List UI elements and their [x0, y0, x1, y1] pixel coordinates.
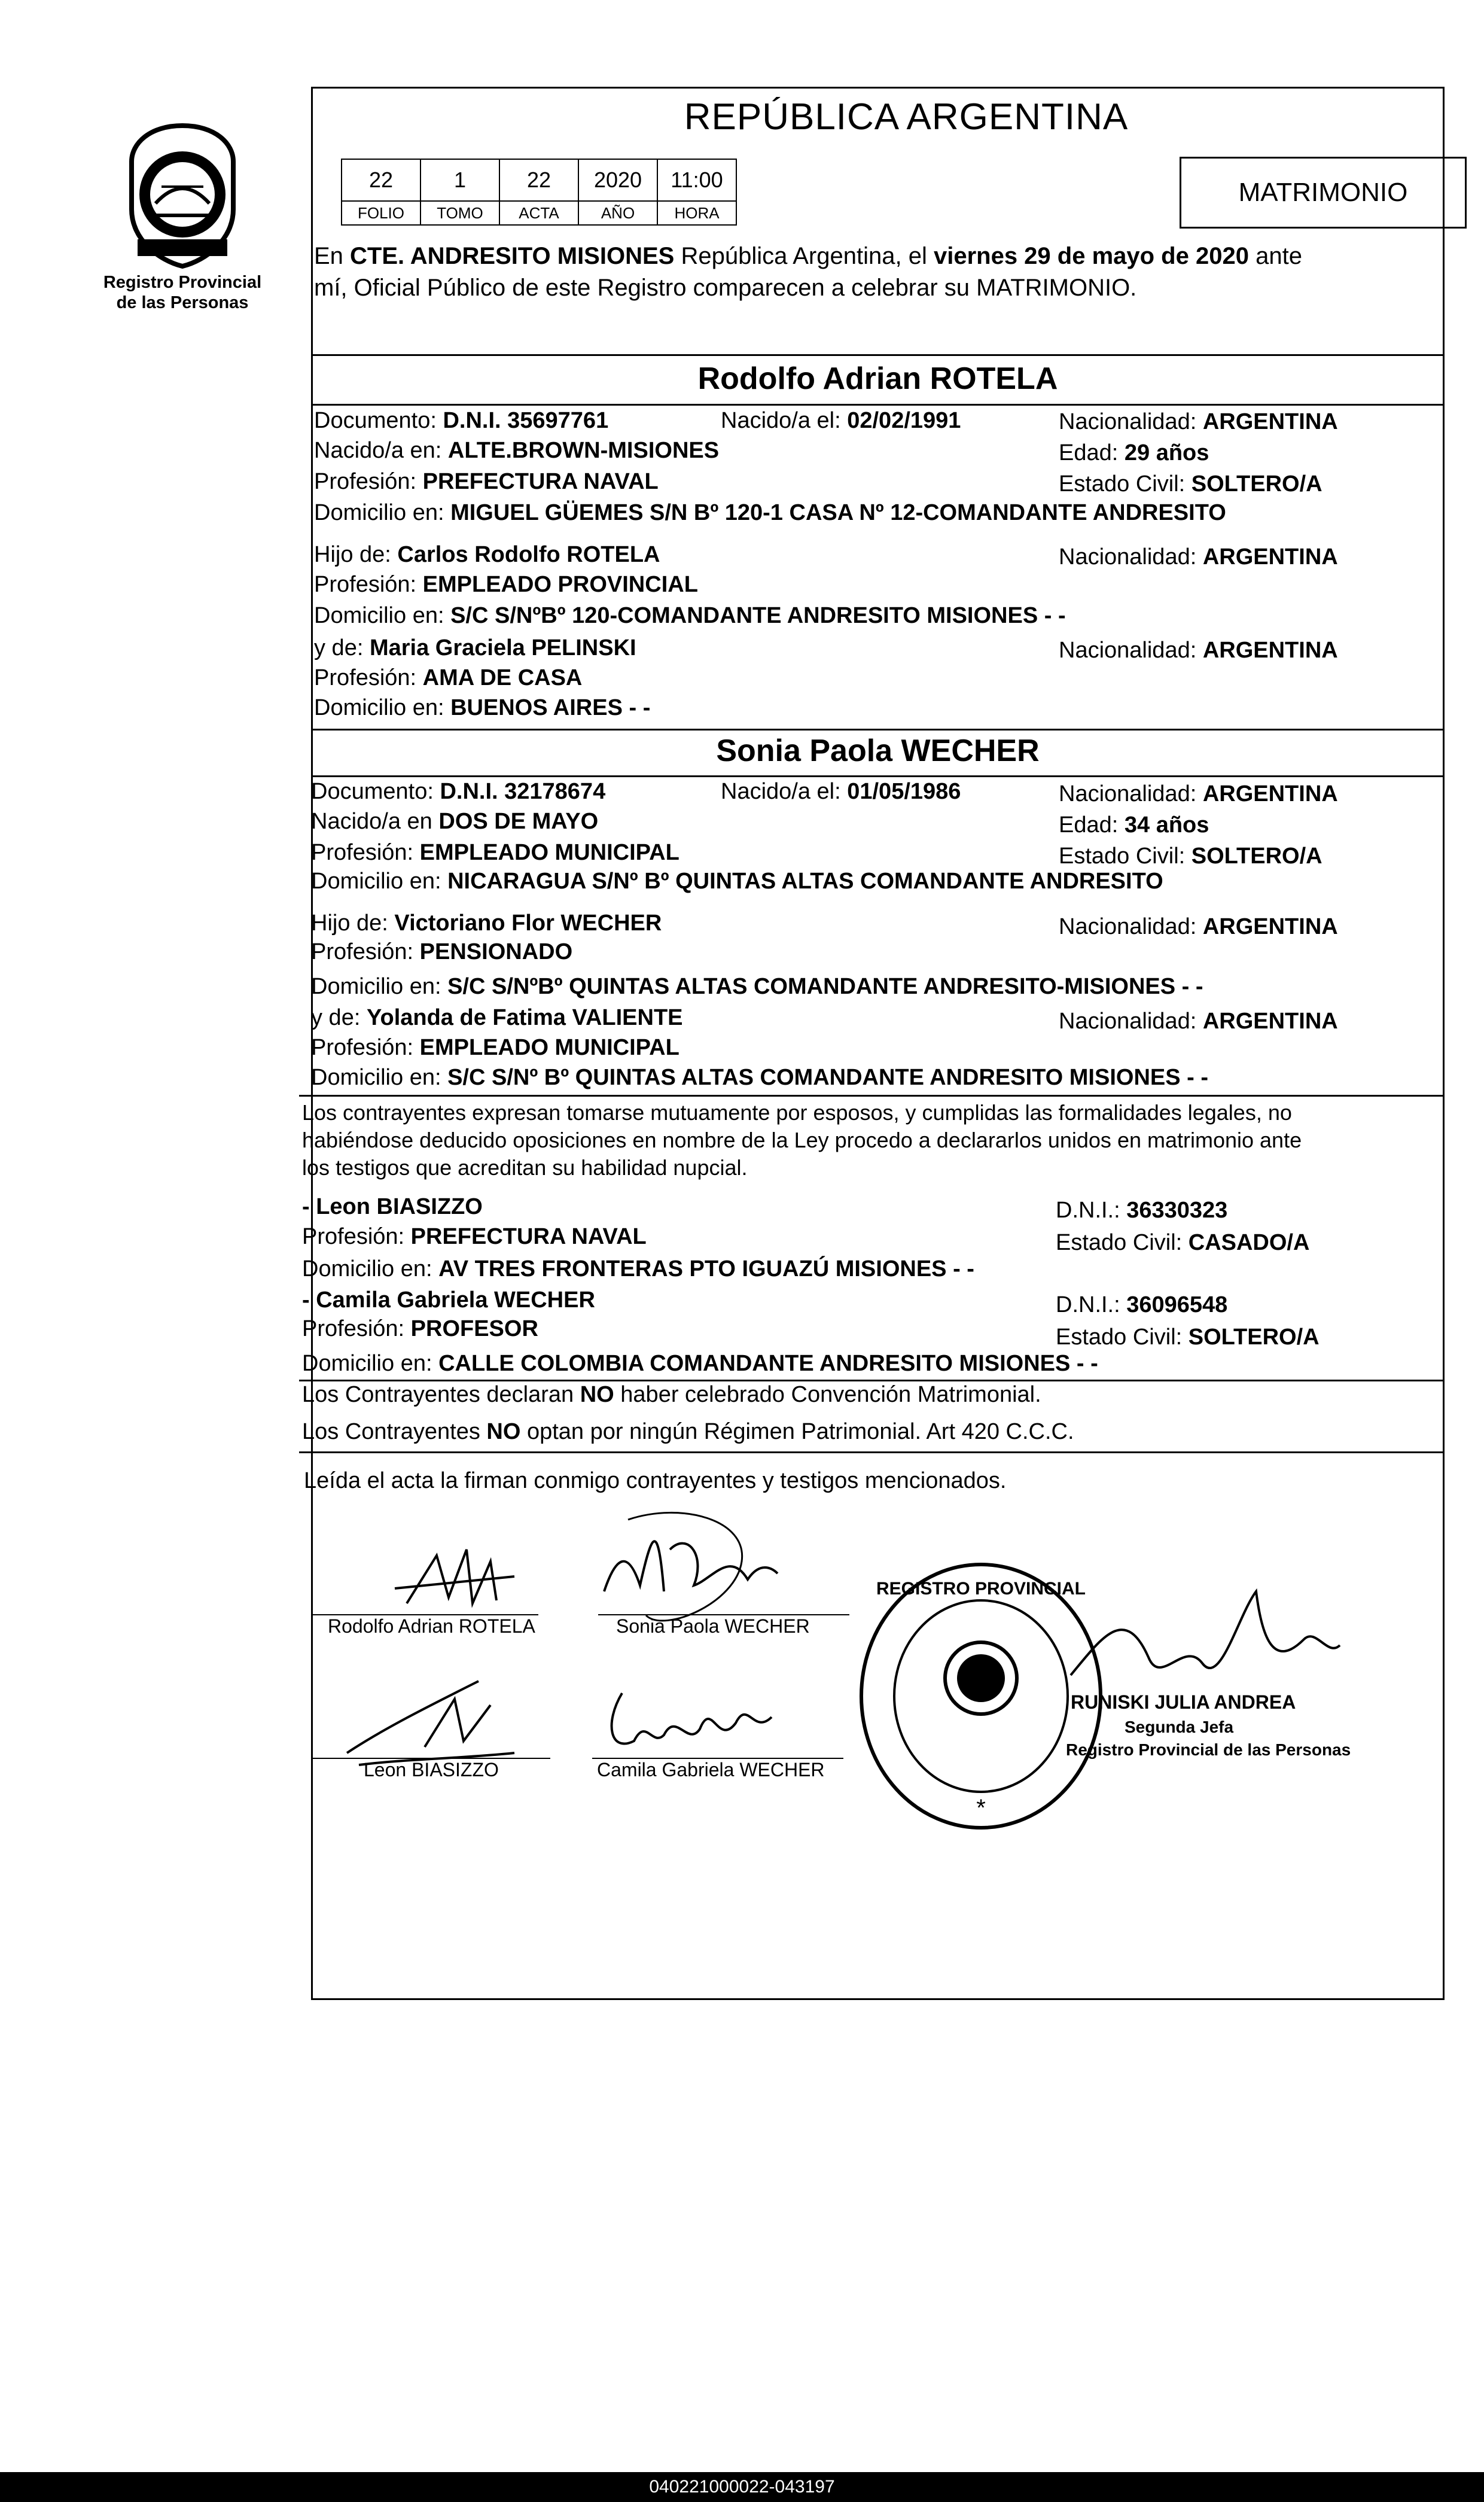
official-title: Segunda Jefa [1125, 1718, 1234, 1736]
spouse2-birthplace: Nacido/a en DOS DE MAYO [311, 809, 599, 834]
divider [299, 1095, 1445, 1097]
official-org: Registro Provincial de las Personas [1066, 1740, 1351, 1759]
registry-caption-line2: de las Personas [116, 293, 249, 312]
spouse1-mother-address: Domicilio en: BUENOS AIRES - - [314, 695, 651, 720]
spouse2-address: Domicilio en: NICARAGUA S/Nº Bº QUINTAS ALTAS COMANDANTE ANDRESITO [311, 869, 1163, 894]
signature-label-camila: Camila Gabriela WECHER [597, 1759, 825, 1780]
spouse1-profession: Profesión: PREFECTURA NAVAL [314, 469, 659, 494]
spouse1-birth-date: Nacido/a el: 02/02/1991 [721, 408, 961, 433]
spouse2-mother-address: Domicilio en: S/C S/Nº Bº QUINTAS ALTAS COMANDANTE ANDRESITO MISIONES - - [311, 1065, 1209, 1090]
read-statement: Leída el acta la firman conmigo contrayentes y testigos mencionados. [304, 1468, 1007, 1493]
spouse2-father-nationality: Nacionalidad: ARGENTINA [1059, 914, 1338, 939]
divider [311, 404, 1445, 406]
spouse1-address: Domicilio en: MIGUEL GÜEMES S/N Bº 120-1 CASA Nº 12-COMANDANTE ANDRESITO [314, 500, 1226, 525]
spouse1-civil-status: Estado Civil: SOLTERO/A [1059, 471, 1323, 497]
witness2-name: - Camila Gabriela WECHER [302, 1287, 595, 1313]
declaration-line2: habiéndose deducido oposiciones en nombre de la Ley procedo a declararlos unidos en matrimonio ante [302, 1128, 1302, 1152]
note-regime: Los Contrayentes NO optan por ningún Régimen Patrimonial. Art 420 C.C.C. [302, 1419, 1074, 1444]
province-seal-icon [114, 120, 251, 269]
intro-place: CTE. ANDRESITO MISIONES [350, 243, 675, 269]
spouse1-father: Hijo de: Carlos Rodolfo ROTELA [314, 542, 660, 567]
divider [311, 354, 1445, 356]
spouse1-document: Documento: D.N.I. 35697761 [314, 408, 609, 433]
spouse2-mother-nationality: Nacionalidad: ARGENTINA [1059, 1009, 1338, 1034]
folio-value: 22 [342, 159, 420, 201]
spouse1-age: Edad: 29 años [1059, 440, 1209, 465]
spouse2-father: Hijo de: Victoriano Flor WECHER [311, 911, 662, 936]
spouse2-birth-date: Nacido/a el: 01/05/1986 [721, 779, 961, 804]
spouse1-mother-nationality: Nacionalidad: ARGENTINA [1059, 638, 1338, 663]
signature-label-biasizzo: Leon BIASIZZO [364, 1759, 499, 1780]
spouse1-birthplace: Nacido/a en: ALTE.BROWN-MISIONES [314, 438, 720, 463]
witness1-civil-status: Estado Civil: CASADO/A [1056, 1230, 1310, 1255]
page-title: REPÚBLICA ARGENTINA [684, 96, 1129, 138]
intro-date: viernes 29 de mayo de 2020 [933, 243, 1249, 269]
acta-label: ACTA [499, 201, 578, 225]
spouse1-name: Rodolfo Adrian ROTELA [697, 361, 1058, 396]
hour-value: 11:00 [657, 159, 736, 201]
witness2-dni: D.N.I.: 36096548 [1056, 1292, 1228, 1317]
tomo-label: TOMO [420, 201, 499, 225]
spouse2-civil-status: Estado Civil: SOLTERO/A [1059, 844, 1323, 869]
spouse2-father-profession: Profesión: PENSIONADO [311, 939, 573, 964]
spouse2-profession: Profesión: EMPLEADO MUNICIPAL [311, 840, 679, 865]
witness1-dni: D.N.I.: 36330323 [1056, 1198, 1228, 1223]
divider [311, 729, 1445, 730]
official-name: RUNISKI JULIA ANDREA [1071, 1691, 1296, 1713]
acta-value: 22 [499, 159, 578, 201]
document-code: 040221000022-043197 [0, 2472, 1484, 2502]
declaration-line3: los testigos que acreditan su habilidad nupcial. [302, 1155, 748, 1180]
witness2-profession: Profesión: PROFESOR [302, 1316, 538, 1341]
note-convention: Los Contrayentes declaran NO haber celebrado Convención Matrimonial. [302, 1382, 1041, 1407]
divider [311, 775, 1445, 777]
svg-text:*: * [976, 1795, 986, 1821]
signature-label-sonia: Sonia Paola WECHER [616, 1615, 810, 1637]
spouse2-mother-profession: Profesión: EMPLEADO MUNICIPAL [311, 1035, 679, 1060]
signature-biasizzo [335, 1669, 532, 1771]
divider [299, 1451, 1445, 1453]
witness2-address: Domicilio en: CALLE COLOMBIA COMANDANTE ANDRESITO MISIONES - - [302, 1351, 1098, 1376]
spouse1-father-nationality: Nacionalidad: ARGENTINA [1059, 544, 1338, 570]
hour-label: HORA [657, 201, 736, 225]
spouse1-mother: y de: Maria Graciela PELINSKI [314, 635, 636, 660]
spouse2-mother: y de: Yolanda de Fatima VALIENTE [311, 1005, 683, 1030]
declaration-line1: Los contrayentes expresan tomarse mutuamente por esposos, y cumplidas las formalidades legales, no [302, 1100, 1292, 1125]
witness1-address: Domicilio en: AV TRES FRONTERAS PTO IGUAZÚ MISIONES - - [302, 1256, 974, 1282]
spouse2-age: Edad: 34 años [1059, 812, 1209, 838]
spouse1-mother-profession: Profesión: AMA DE CASA [314, 665, 583, 690]
registry-logo [90, 120, 275, 313]
act-reference-grid [341, 159, 737, 226]
spouse1-nationality: Nacionalidad: ARGENTINA [1059, 409, 1338, 434]
spouse1-father-profession: Profesión: EMPLEADO PROVINCIAL [314, 572, 698, 597]
spouse2-name: Sonia Paola WECHER [716, 733, 1040, 768]
spouse1-father-address: Domicilio en: S/C S/NºBº 120-COMANDANTE ANDRESITO MISIONES - - [314, 603, 1066, 628]
act-type-box: MATRIMONIO [1180, 157, 1467, 229]
spouse2-nationality: Nacionalidad: ARGENTINA [1059, 781, 1338, 806]
witness2-civil-status: Estado Civil: SOLTERO/A [1056, 1325, 1320, 1350]
year-label: AÑO [578, 201, 657, 225]
folio-label: FOLIO [342, 201, 420, 225]
tomo-value: 1 [420, 159, 499, 201]
intro-line2: mí, Oficial Público de este Registro comparecen a celebrar su MATRIMONIO. [314, 275, 1137, 301]
witness1-profession: Profesión: PREFECTURA NAVAL [302, 1224, 647, 1249]
spouse2-document: Documento: D.N.I. 32178674 [311, 779, 606, 804]
signature-label-rotela: Rodolfo Adrian ROTELA [328, 1615, 535, 1637]
witness1-name: - Leon BIASIZZO [302, 1194, 483, 1219]
svg-text:REGISTRO PROVINCIAL: REGISTRO PROVINCIAL [876, 1579, 1086, 1599]
signature-rotela [383, 1532, 526, 1621]
intro-line1: En CTE. ANDRESITO MISIONES República Argentina, el viernes 29 de mayo de 2020 ante [314, 243, 1302, 269]
year-value: 2020 [578, 159, 657, 201]
registry-caption-line1: Registro Provincial [103, 273, 262, 292]
spouse2-father-address: Domicilio en: S/C S/NºBº QUINTAS ALTAS COMANDANTE ANDRESITO-MISIONES - - [311, 974, 1203, 999]
signature-wecher-camila [598, 1675, 790, 1765]
